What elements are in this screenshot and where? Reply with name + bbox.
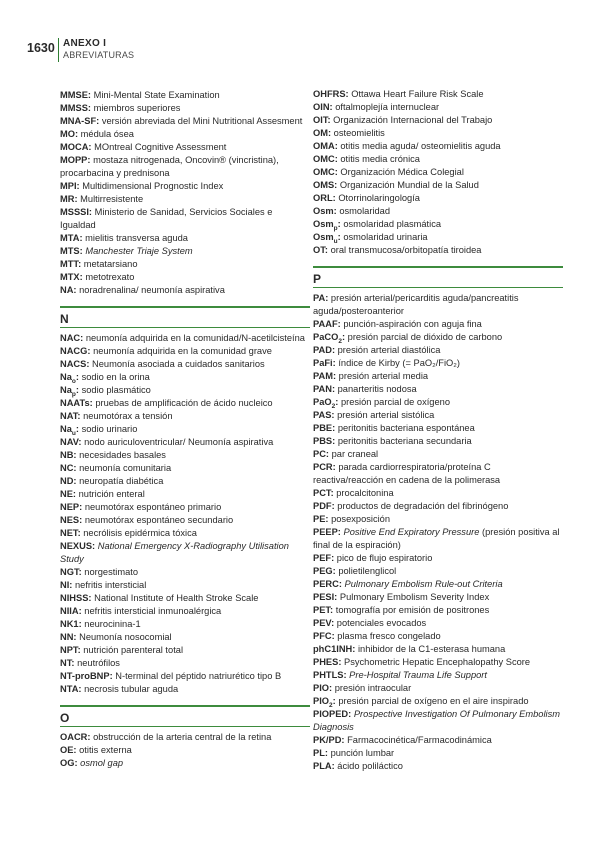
abbreviation-definition: pico de flujo espiratorio bbox=[336, 553, 433, 563]
abbreviation-entry bbox=[313, 513, 563, 526]
abbreviation-entry bbox=[60, 332, 310, 345]
abbreviation-term: MNA-SF: bbox=[60, 116, 100, 126]
abbreviation-entry bbox=[60, 475, 310, 488]
abbreviation-entry bbox=[60, 462, 310, 475]
abbreviation-definition: Positive End Expiratory Pressure bbox=[343, 527, 480, 537]
abbreviation-definition: presión arterial/pericarditis aguda/pancreatitis aguda/posteroanterior bbox=[313, 293, 519, 316]
abbreviation-term: MMSS: bbox=[60, 103, 91, 113]
abbreviation-definition: Manchester Triaje System bbox=[85, 246, 193, 256]
abbreviation-term: OHFRS: bbox=[313, 89, 349, 99]
abbreviation-entry bbox=[60, 128, 310, 141]
abbreviation-definition: osmol gap bbox=[80, 758, 124, 768]
entries-n bbox=[60, 332, 310, 696]
abbreviation-definition: nefritis intersticial bbox=[75, 580, 147, 590]
abbreviation-term: NACG: bbox=[60, 346, 91, 356]
abbreviation-entry bbox=[313, 526, 563, 552]
abbreviation-term: OMS: bbox=[313, 180, 338, 190]
abbreviation-definition: Neumonía nosocomial bbox=[79, 632, 172, 642]
abbreviation-entry bbox=[60, 180, 310, 193]
abbreviation-entry bbox=[313, 578, 563, 591]
abbreviation-term: PLA: bbox=[313, 761, 335, 771]
abbreviation-term: $PIO_2$: bbox=[313, 696, 336, 709]
abbreviation-entry bbox=[313, 218, 563, 231]
abbreviation-term: OIT: bbox=[313, 115, 331, 125]
abbreviation-term: ND: bbox=[60, 476, 77, 486]
abbreviation-entry bbox=[60, 206, 310, 232]
entries-m bbox=[60, 89, 310, 297]
abbreviation-entry bbox=[313, 383, 563, 396]
header-subtitle: ABREVIATURAS bbox=[63, 50, 135, 60]
section-rule bbox=[60, 726, 310, 727]
abbreviation-entry bbox=[313, 153, 563, 166]
abbreviation-definition: neurocinina-1 bbox=[84, 619, 141, 629]
abbreviation-term: PFC: bbox=[313, 631, 335, 641]
abbreviation-definition: Organización Internacional del Trabajo bbox=[333, 115, 493, 125]
abbreviation-term: OG: bbox=[60, 758, 78, 768]
abbreviation-term: PET: bbox=[313, 605, 334, 615]
abbreviation-entry bbox=[313, 734, 563, 747]
abbreviation-definition: otitis externa bbox=[79, 745, 132, 755]
abbreviation-term: NN: bbox=[60, 632, 77, 642]
abbreviation-entry bbox=[313, 101, 563, 114]
abbreviation-definition: N-terminal del péptido natriurético tipo B bbox=[115, 671, 282, 681]
definition-extra: (presión positiva al final de la espiración) bbox=[313, 527, 560, 550]
abbreviation-definition: presión arterial sistólica bbox=[337, 410, 435, 420]
abbreviation-definition: Multidimensional Prognostic Index bbox=[82, 181, 224, 191]
abbreviation-term: phC1INH: bbox=[313, 644, 356, 654]
abbreviation-term: PAS: bbox=[313, 410, 335, 420]
abbreviation-entry bbox=[313, 617, 563, 630]
abbreviation-entry bbox=[60, 423, 310, 436]
abbreviation-entry bbox=[60, 579, 310, 592]
abbreviation-definition: presión intraocular bbox=[334, 683, 412, 693]
abbreviation-entry bbox=[313, 244, 563, 257]
section-rule bbox=[313, 287, 563, 288]
abbreviation-entry bbox=[313, 179, 563, 192]
abbreviation-entry bbox=[60, 154, 310, 180]
abbreviation-definition: nefritis intersticial inmunoalérgica bbox=[84, 606, 222, 616]
abbreviation-term: PESI: bbox=[313, 592, 338, 602]
abbreviation-entry bbox=[313, 192, 563, 205]
abbreviation-term: NET: bbox=[60, 528, 81, 538]
abbreviation-definition: Pre-Hospital Trauma Life Support bbox=[349, 670, 487, 680]
abbreviation-entry bbox=[313, 396, 563, 409]
abbreviation-entry bbox=[60, 371, 310, 384]
abbreviation-term: MTX: bbox=[60, 272, 83, 282]
abbreviation-entry bbox=[313, 357, 563, 370]
abbreviation-entry bbox=[60, 514, 310, 527]
abbreviation-entry bbox=[313, 604, 563, 617]
abbreviation-term: NACS: bbox=[60, 359, 90, 369]
abbreviation-definition: nutrición parenteral total bbox=[83, 645, 184, 655]
abbreviation-term: $Na_u$: bbox=[60, 424, 79, 437]
abbreviation-term: MPI: bbox=[60, 181, 80, 191]
abbreviation-term: PAM: bbox=[313, 371, 337, 381]
section-p-heading bbox=[313, 266, 563, 288]
section-letter: N bbox=[60, 312, 69, 326]
abbreviation-entry bbox=[313, 292, 563, 318]
abbreviation-entry bbox=[60, 744, 310, 757]
abbreviation-definition: oral transmucosa/orbitopatía tiroidea bbox=[330, 245, 482, 255]
abbreviation-definition: otitis media crónica bbox=[340, 154, 420, 164]
abbreviation-definition: MOntreal Cognitive Assessment bbox=[94, 142, 227, 152]
abbreviation-entry bbox=[313, 487, 563, 500]
abbreviation-definition: neumotórax espontáneo secundario bbox=[84, 515, 234, 525]
abbreviation-entry bbox=[313, 461, 563, 487]
abbreviation-definition: otitis media aguda/ osteomielitis aguda bbox=[340, 141, 501, 151]
abbreviation-entry bbox=[60, 284, 310, 297]
abbreviation-entry bbox=[60, 102, 310, 115]
entries-p bbox=[313, 292, 563, 773]
abbreviation-entry bbox=[60, 501, 310, 514]
abbreviation-definition: osteomielitis bbox=[333, 128, 385, 138]
abbreviation-term: NIHSS: bbox=[60, 593, 92, 603]
abbreviation-term: NAC: bbox=[60, 333, 84, 343]
abbreviation-definition: necrólisis epidérmica tóxica bbox=[83, 528, 197, 538]
abbreviation-term: NB: bbox=[60, 450, 77, 460]
abbreviation-definition: obstrucción de la arteria central de la retina bbox=[93, 732, 272, 742]
abbreviation-entry bbox=[313, 708, 563, 734]
abbreviation-definition: mielitis transversa aguda bbox=[85, 233, 188, 243]
abbreviation-definition: Ottawa Heart Failure Risk Scale bbox=[351, 89, 484, 99]
abbreviation-definition: neutrófilos bbox=[77, 658, 120, 668]
abbreviation-definition: neumonía adquirida en la comunidad grave bbox=[93, 346, 272, 356]
abbreviation-term: PA: bbox=[313, 293, 329, 303]
section-rule bbox=[60, 327, 310, 328]
abbreviation-term: NC: bbox=[60, 463, 77, 473]
abbreviation-term: MTA: bbox=[60, 233, 83, 243]
abbreviation-term: NAATs: bbox=[60, 398, 93, 408]
abbreviation-term: NT-proBNP: bbox=[60, 671, 113, 681]
left-column bbox=[60, 89, 310, 770]
abbreviation-term: NTA: bbox=[60, 684, 82, 694]
abbreviation-term: NE: bbox=[60, 489, 77, 499]
abbreviation-definition: National Institute of Health Stroke Scale bbox=[94, 593, 259, 603]
abbreviation-term: PC: bbox=[313, 449, 330, 459]
abbreviation-definition: par craneal bbox=[331, 449, 379, 459]
abbreviation-term: PK/PD: bbox=[313, 735, 345, 745]
abbreviation-definition: procalcitonina bbox=[336, 488, 394, 498]
abbreviation-entry bbox=[313, 448, 563, 461]
abbreviation-entry bbox=[313, 565, 563, 578]
abbreviation-definition: inhibidor de la C1-esterasa humana bbox=[357, 644, 506, 654]
abbreviation-term: $Na_p$: bbox=[60, 385, 79, 398]
abbreviation-term: PDF: bbox=[313, 501, 335, 511]
abbreviation-entry bbox=[60, 605, 310, 618]
abbreviation-definition: osmolaridad urinaria bbox=[343, 232, 428, 242]
abbreviation-entry bbox=[60, 618, 310, 631]
abbreviation-term: NA: bbox=[60, 285, 77, 295]
abbreviation-entry bbox=[313, 552, 563, 565]
abbreviation-definition: metatarsiano bbox=[83, 259, 138, 269]
abbreviation-term: NEP: bbox=[60, 502, 83, 512]
section-letter: P bbox=[313, 272, 322, 286]
abbreviation-entry bbox=[313, 318, 563, 331]
abbreviation-definition: mostaza nitrogenada, Oncovin® (vincristina), procarbacina y prednisona bbox=[60, 155, 279, 178]
abbreviation-term: PIOPED: bbox=[313, 709, 352, 719]
abbreviation-term: PEV: bbox=[313, 618, 335, 628]
abbreviation-definition: Pulmonary Embolism Severity Index bbox=[339, 592, 490, 602]
abbreviation-definition: National Emergency X-Radiography Utilisation Study bbox=[60, 541, 289, 564]
abbreviation-term: Osm: bbox=[313, 206, 337, 216]
abbreviation-definition: neumonía adquirida en la comunidad/N-acetilcisteína bbox=[85, 333, 305, 343]
abbreviation-term: MO: bbox=[60, 129, 79, 139]
abbreviation-entry bbox=[313, 114, 563, 127]
abbreviation-term: PE: bbox=[313, 514, 329, 524]
abbreviation-entry bbox=[313, 205, 563, 218]
abbreviation-term: PaO$_2$: bbox=[313, 397, 339, 410]
abbreviation-term: NI: bbox=[60, 580, 73, 590]
abbreviation-definition: sodio en la orina bbox=[81, 372, 150, 382]
abbreviation-entry bbox=[60, 657, 310, 670]
abbreviation-entry bbox=[60, 527, 310, 540]
abbreviation-definition: índice de Kirby (= PaO₂/FiO₂) bbox=[338, 358, 460, 368]
abbreviation-entry bbox=[313, 370, 563, 383]
abbreviation-entry bbox=[60, 540, 310, 566]
abbreviation-entry bbox=[60, 258, 310, 271]
abbreviation-term: PEEP: bbox=[313, 527, 341, 537]
abbreviation-definition: neumonía comunitaria bbox=[79, 463, 172, 473]
abbreviation-definition: osmolaridad plasmática bbox=[343, 219, 442, 229]
abbreviation-term: NT: bbox=[60, 658, 75, 668]
abbreviation-entry bbox=[60, 358, 310, 371]
abbreviation-term: NEXUS: bbox=[60, 541, 96, 551]
abbreviation-term: NAT: bbox=[60, 411, 81, 421]
abbreviation-definition: miembros superiores bbox=[93, 103, 181, 113]
abbreviation-term: MSSSI: bbox=[60, 207, 93, 217]
abbreviation-entry bbox=[60, 384, 310, 397]
abbreviation-entry bbox=[60, 245, 310, 258]
abbreviation-term: OT: bbox=[313, 245, 328, 255]
abbreviation-entry bbox=[313, 422, 563, 435]
abbreviation-definition: presión parcial de dióxido de carbono bbox=[347, 332, 503, 342]
abbreviation-definition: Organización Mundial de la Salud bbox=[339, 180, 479, 190]
abbreviation-entry bbox=[60, 115, 310, 128]
abbreviation-entry bbox=[60, 436, 310, 449]
abbreviation-entry bbox=[313, 695, 563, 708]
abbreviation-definition: Multirresistente bbox=[80, 194, 144, 204]
abbreviation-definition: potenciales evocados bbox=[336, 618, 427, 628]
abbreviation-definition: Psychometric Hepatic Encephalopathy Score bbox=[344, 657, 531, 667]
abbreviation-definition: neumotórax a tensión bbox=[83, 411, 173, 421]
abbreviation-term: PL: bbox=[313, 748, 328, 758]
abbreviation-entry bbox=[313, 166, 563, 179]
abbreviation-entry bbox=[60, 141, 310, 154]
abbreviation-entry bbox=[60, 731, 310, 744]
abbreviation-term: Osm$_p$: bbox=[313, 219, 341, 232]
section-n-heading bbox=[60, 306, 310, 328]
abbreviation-definition: noradrenalina/ neumonía aspirativa bbox=[79, 285, 225, 295]
abbreviation-term: NPT: bbox=[60, 645, 81, 655]
abbreviation-entry bbox=[60, 631, 310, 644]
abbreviation-term: PaFi: bbox=[313, 358, 336, 368]
abbreviation-entry bbox=[313, 88, 563, 101]
abbreviation-definition: Mini-Mental State Examination bbox=[93, 90, 220, 100]
abbreviation-definition: nodo auriculoventricular/ Neumonía aspirativa bbox=[84, 437, 274, 447]
abbreviation-term: MR: bbox=[60, 194, 78, 204]
abbreviation-entry bbox=[313, 669, 563, 682]
abbreviation-entry bbox=[313, 127, 563, 140]
abbreviation-definition: Neumonía asociada a cuidados sanitarios bbox=[92, 359, 265, 369]
abbreviation-term: NGT: bbox=[60, 567, 82, 577]
abbreviation-definition: punción-aspiración con aguja fina bbox=[343, 319, 482, 329]
header-divider bbox=[58, 38, 59, 62]
abbreviation-definition: ácido poliláctico bbox=[337, 761, 403, 771]
section-letter: O bbox=[60, 711, 70, 725]
abbreviation-term: OM: bbox=[313, 128, 332, 138]
abbreviation-definition: norgestimato bbox=[84, 567, 139, 577]
abbreviation-definition: necesidades basales bbox=[79, 450, 166, 460]
abbreviation-entry bbox=[60, 592, 310, 605]
abbreviation-definition: versión abreviada del Mini Nutritional Assesment bbox=[101, 116, 303, 126]
abbreviation-term: PIO: bbox=[313, 683, 333, 693]
abbreviation-term: PBE: bbox=[313, 423, 336, 433]
entries-o bbox=[60, 731, 310, 770]
abbreviation-term: Osm$_u$: bbox=[313, 232, 341, 245]
abbreviation-definition: presión parcial de oxígeno en el aire inspirado bbox=[338, 696, 529, 706]
abbreviation-term: OMC: bbox=[313, 154, 338, 164]
abbreviation-entry bbox=[313, 500, 563, 513]
abbreviation-definition: panarteritis nodosa bbox=[337, 384, 417, 394]
abbreviation-entry bbox=[313, 630, 563, 643]
abbreviation-term: PaCO$_2$: bbox=[313, 332, 346, 345]
abbreviation-definition: neuropatía diabética bbox=[79, 476, 164, 486]
abbreviation-definition: tomografía por emisión de positrones bbox=[335, 605, 490, 615]
abbreviation-definition: polietilenglicol bbox=[338, 566, 397, 576]
abbreviation-term: OIN: bbox=[313, 102, 333, 112]
abbreviation-entry bbox=[313, 747, 563, 760]
abbreviation-definition: nutrición enteral bbox=[78, 489, 145, 499]
abbreviation-definition: metotrexato bbox=[85, 272, 135, 282]
abbreviation-entry bbox=[313, 435, 563, 448]
abbreviation-term: ORL: bbox=[313, 193, 336, 203]
abbreviation-definition: Pulmonary Embolism Rule-out Criteria bbox=[344, 579, 503, 589]
abbreviation-term: PEG: bbox=[313, 566, 336, 576]
abbreviation-definition: presión arterial media bbox=[338, 371, 429, 381]
abbreviation-definition: punción lumbar bbox=[330, 748, 395, 758]
abbreviation-term: PAAF: bbox=[313, 319, 341, 329]
abbreviation-definition: Otorrinolaringología bbox=[338, 193, 420, 203]
abbreviation-entry bbox=[60, 683, 310, 696]
abbreviation-definition: sodio plasmático bbox=[81, 385, 151, 395]
abbreviation-term: PEF: bbox=[313, 553, 335, 563]
abbreviation-term: NES: bbox=[60, 515, 83, 525]
abbreviation-definition: Prospective Investigation Of Pulmonary Embolism Diagnosis bbox=[313, 709, 560, 732]
abbreviation-definition: peritonitis bacteriana espontánea bbox=[337, 423, 475, 433]
section-o-heading bbox=[60, 705, 310, 727]
page-number: 1630 bbox=[27, 41, 55, 55]
abbreviation-entry bbox=[60, 670, 310, 683]
abbreviation-term: PERC: bbox=[313, 579, 342, 589]
abbreviation-definition: Farmacocinética/Farmacodinámica bbox=[347, 735, 492, 745]
entries-o-cont bbox=[313, 88, 563, 257]
abbreviation-entry bbox=[313, 409, 563, 422]
abbreviation-term: NIIA: bbox=[60, 606, 82, 616]
abbreviation-definition: sodio urinario bbox=[81, 424, 138, 434]
abbreviation-entry bbox=[313, 591, 563, 604]
abbreviation-term: OMC: bbox=[313, 167, 338, 177]
abbreviation-entry bbox=[313, 140, 563, 153]
abbreviation-term: MOPP: bbox=[60, 155, 91, 165]
abbreviation-entry bbox=[60, 345, 310, 358]
abbreviation-entry bbox=[60, 566, 310, 579]
abbreviation-definition: productos de degradación del fibrinógeno bbox=[337, 501, 509, 511]
abbreviation-definition: parada cardiorrespiratoria/proteína C reactiva/reacción en cadena de la polimerasa bbox=[313, 462, 501, 485]
abbreviation-definition: médula ósea bbox=[80, 129, 134, 139]
abbreviation-entry bbox=[313, 760, 563, 773]
abbreviation-definition: posexposición bbox=[331, 514, 391, 524]
abbreviation-entry bbox=[313, 331, 563, 344]
abbreviation-definition: pruebas de amplificación de ácido nucleico bbox=[95, 398, 273, 408]
abbreviation-term: NAV: bbox=[60, 437, 82, 447]
abbreviation-entry bbox=[60, 232, 310, 245]
abbreviation-term: OACR: bbox=[60, 732, 91, 742]
abbreviation-definition: plasma fresco congelado bbox=[337, 631, 441, 641]
abbreviation-term: PCR: bbox=[313, 462, 336, 472]
abbreviation-definition: presión parcial de oxígeno bbox=[340, 397, 450, 407]
abbreviation-entry bbox=[60, 488, 310, 501]
abbreviation-term: MMSE: bbox=[60, 90, 91, 100]
abbreviation-entry bbox=[60, 757, 310, 770]
abbreviation-entry bbox=[313, 643, 563, 656]
abbreviation-definition: Ministerio de Sanidad, Servicios Sociales e Igualdad bbox=[60, 207, 273, 230]
abbreviation-entry bbox=[60, 271, 310, 284]
header-title: ANEXO I bbox=[63, 38, 107, 49]
abbreviation-term: PHTLS: bbox=[313, 670, 347, 680]
abbreviation-entry bbox=[60, 449, 310, 462]
abbreviation-definition: presión arterial diastólica bbox=[337, 345, 441, 355]
abbreviation-term: PAN: bbox=[313, 384, 336, 394]
abbreviation-term: MOCA: bbox=[60, 142, 92, 152]
abbreviation-entry bbox=[313, 231, 563, 244]
abbreviation-term: MTT: bbox=[60, 259, 82, 269]
abbreviation-term: OE: bbox=[60, 745, 77, 755]
abbreviation-definition: necrosis tubular aguda bbox=[84, 684, 179, 694]
abbreviation-term: $Na_o$: bbox=[60, 372, 79, 385]
abbreviation-entry bbox=[313, 344, 563, 357]
abbreviation-entry bbox=[60, 193, 310, 206]
abbreviation-term: MTS: bbox=[60, 246, 83, 256]
abbreviation-entry bbox=[313, 656, 563, 669]
abbreviation-entry bbox=[60, 644, 310, 657]
abbreviation-definition: peritonitis bacteriana secundaria bbox=[337, 436, 472, 446]
abbreviation-entry bbox=[60, 89, 310, 102]
abbreviation-term: NK1: bbox=[60, 619, 82, 629]
abbreviation-term: PHES: bbox=[313, 657, 342, 667]
abbreviation-term: OMA: bbox=[313, 141, 338, 151]
abbreviation-definition: osmolaridad bbox=[339, 206, 391, 216]
abbreviation-term: PAD: bbox=[313, 345, 336, 355]
abbreviation-term: PBS: bbox=[313, 436, 336, 446]
abbreviation-term: PCT: bbox=[313, 488, 334, 498]
right-column bbox=[313, 88, 563, 773]
abbreviation-definition: Organización Médica Colegial bbox=[340, 167, 464, 177]
abbreviation-definition: neumotórax espontáneo primario bbox=[84, 502, 222, 512]
abbreviation-entry bbox=[60, 397, 310, 410]
abbreviation-definition: oftalmoplejía internuclear bbox=[335, 102, 440, 112]
abbreviation-entry bbox=[313, 682, 563, 695]
abbreviation-entry bbox=[60, 410, 310, 423]
